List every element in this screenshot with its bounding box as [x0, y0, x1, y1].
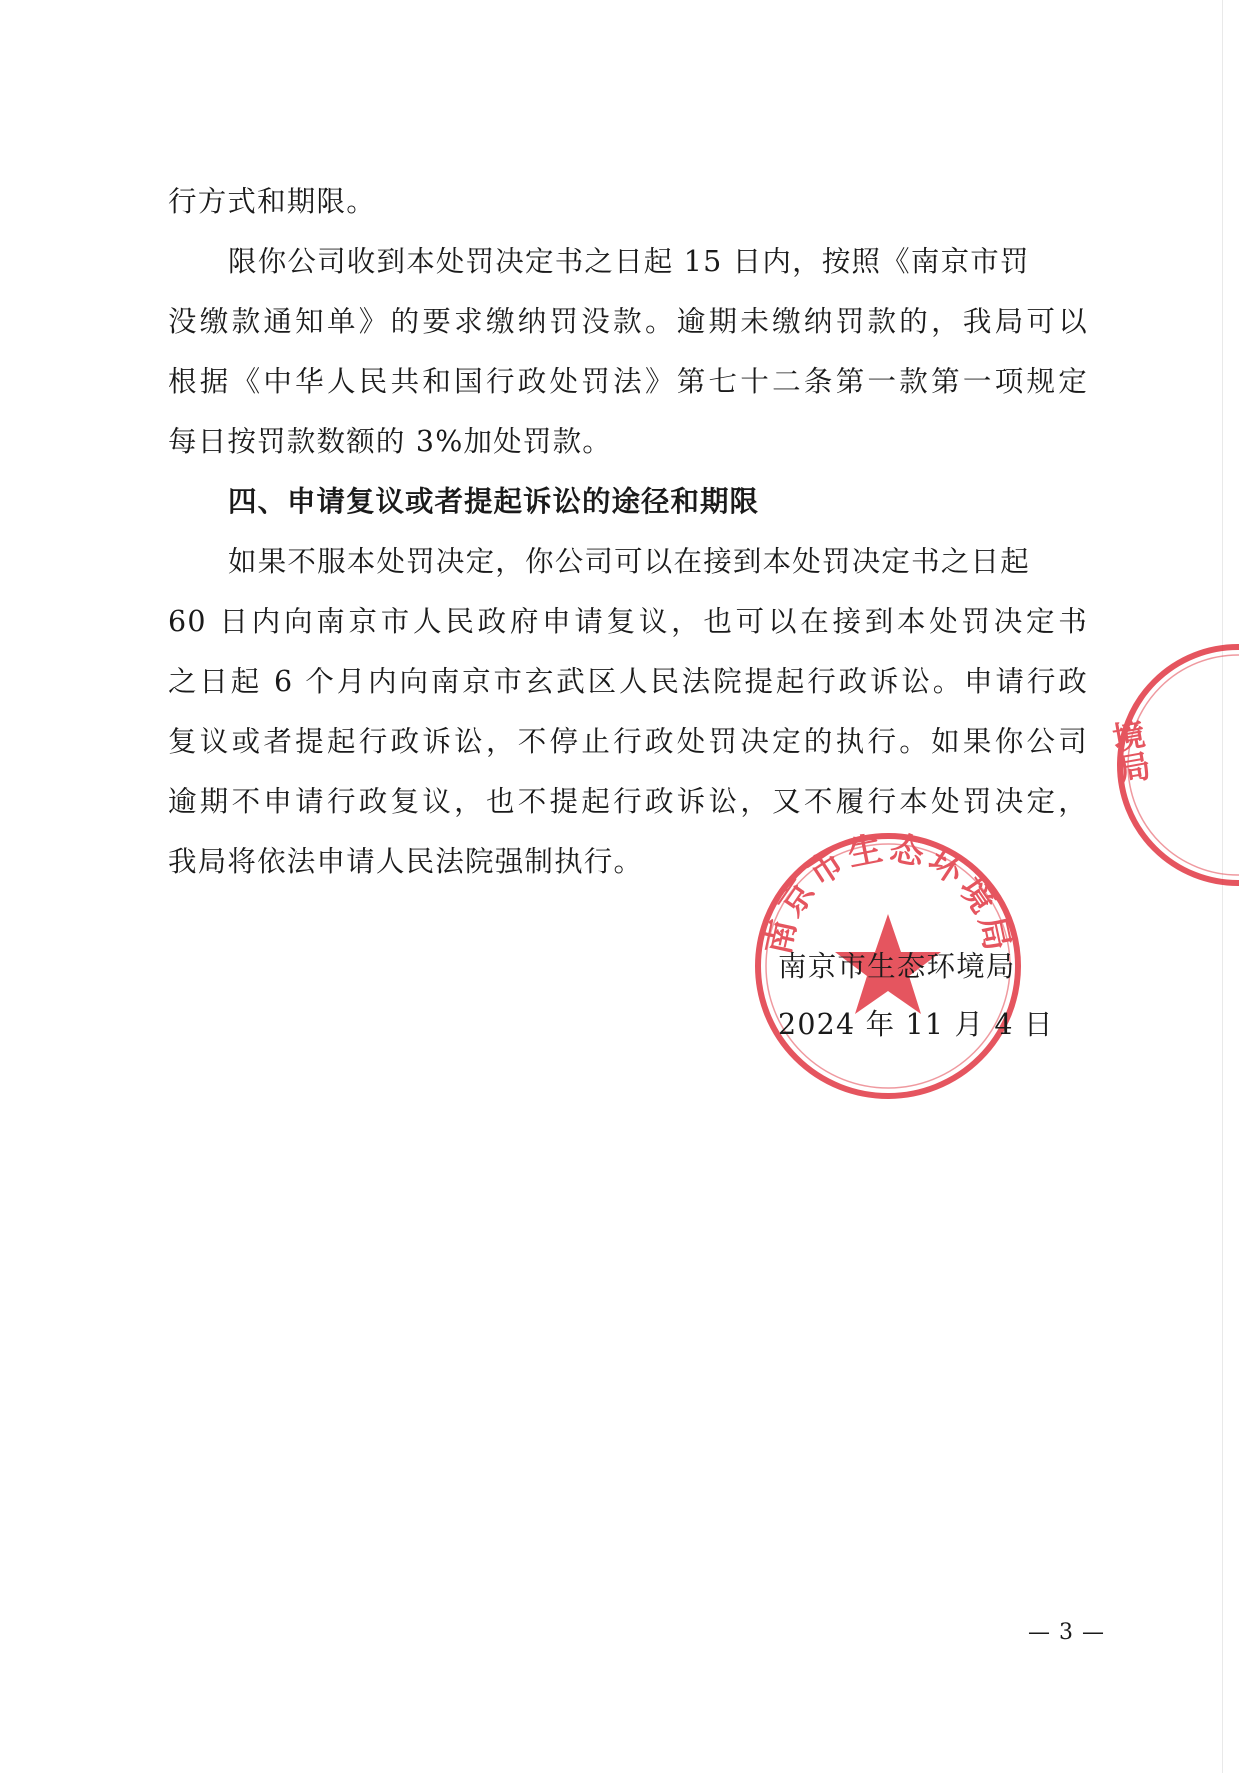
document-body	[168, 172, 1088, 892]
text-line: 60 日内向南京市人民政府申请复议，也可以在接到本处罚决定书	[168, 605, 1088, 638]
text-line: 没缴款通知单》的要求缴纳罚没款。逾期未缴纳罚款的，我局可以	[168, 305, 1088, 338]
signature-block	[778, 938, 1054, 1054]
text-line: 行方式和期限。	[168, 185, 376, 218]
text-line: 之日起 6 个月内向南京市玄武区人民法院提起行政诉讼。申请行政	[168, 665, 1088, 698]
seal-edge-text: 境局	[1105, 716, 1154, 787]
text-line: 每日按罚款数额的 3%加处罚款。	[168, 425, 612, 458]
text-line: 逾期不申请行政复议，也不提起行政诉讼，又不履行本处罚决定，	[168, 785, 1088, 818]
text-line: 根据《中华人民共和国行政处罚法》第七十二条第一款第一项规定	[168, 365, 1088, 398]
text-line: 复议或者提起行政诉讼，不停止行政处罚决定的执行。如果你公司	[168, 725, 1088, 758]
text-line: 我局将依法申请人民法院强制执行。	[168, 845, 644, 878]
page-number: — 3 —	[1028, 1620, 1105, 1645]
issuing-organization: 南京市生态环境局	[778, 950, 1016, 983]
seal-text: 南京市生态环境局	[757, 828, 1019, 959]
issue-date: 2024 年 11 月 4 日	[778, 1008, 1054, 1041]
partial-seal	[1100, 640, 1239, 890]
text-line: 如果不服本处罚决定，你公司可以在接到本处罚决定书之日起	[228, 545, 1030, 578]
text-line: 限你公司收到本处罚决定书之日起 15 日内，按照《南京市罚	[228, 245, 1030, 278]
section-heading: 四、申请复议或者提起诉讼的途径和期限	[228, 485, 760, 518]
